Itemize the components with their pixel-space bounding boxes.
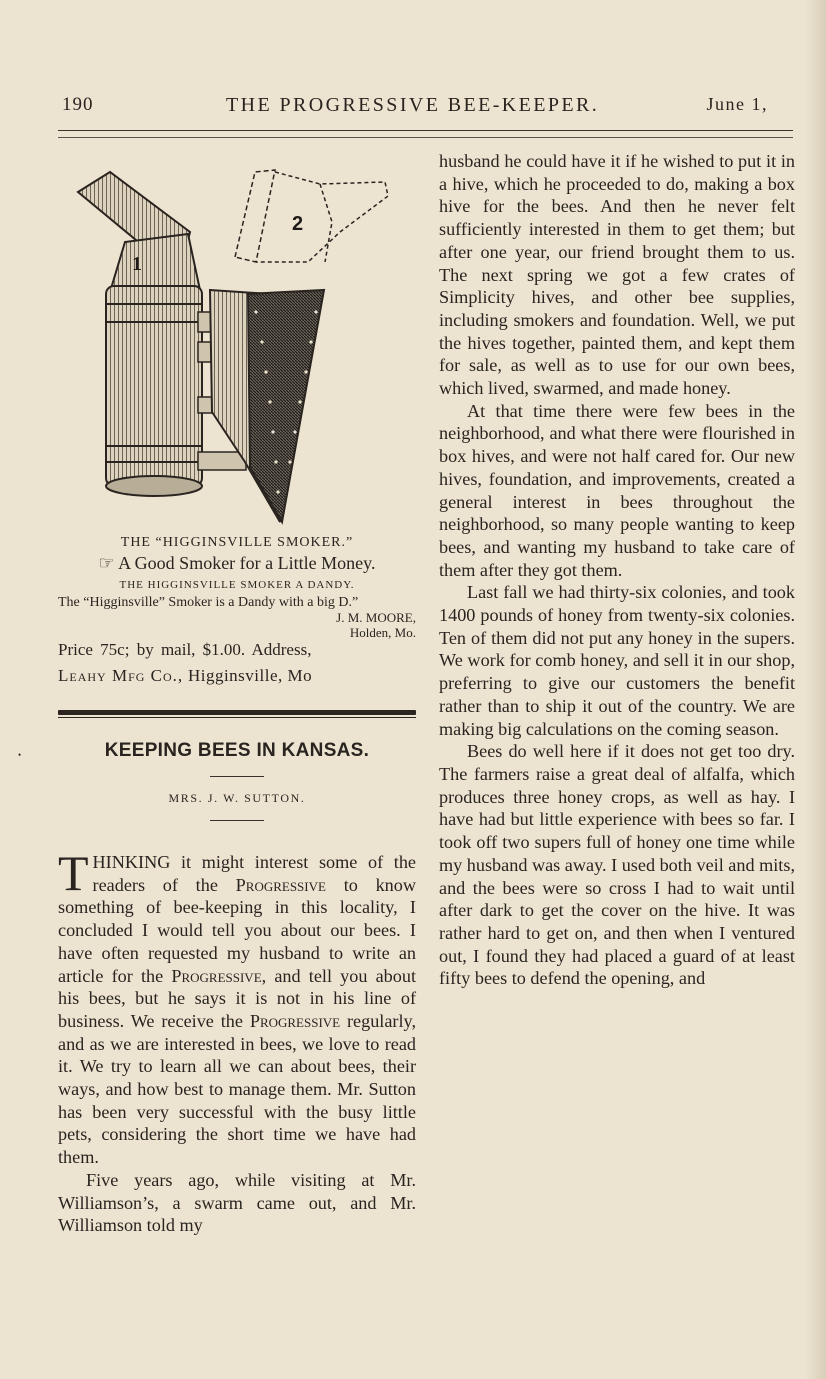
article-body-right — [439, 150, 795, 990]
ad-tagline-text: A Good Smoker for a Little Money. — [118, 553, 376, 573]
journal-name-mention: Progressive — [235, 874, 326, 895]
pointing-hand-icon: ☞ — [98, 553, 115, 573]
figure-label-2: 2 — [292, 213, 304, 235]
section-divider — [58, 710, 416, 715]
journal-name-mention: Progressive — [171, 965, 262, 986]
paragraph-text: to know something of bee-keeping in this locality, I concluded I would tell you about our bees. I have often requested my husband to write an article for the — [58, 874, 417, 986]
article-title: KEEPING BEES IN KANSAS. — [104, 740, 370, 761]
journal-name-mention: Progressive — [249, 1010, 341, 1031]
ad-subhead: THE HIGGINSVILLE SMOKER A DANDY. — [119, 579, 355, 591]
header-rule — [58, 130, 793, 131]
ad-quote-text: The “Higginsville” Smoker is a Dandy with a big D.” — [58, 595, 359, 610]
article-paragraph: Bees do well here if it does not get too dry. The farmers raise a great deal of alfalfa, which produces three honey crops, as well as hay. I have had but little experience with bees so far. I took off two supers full of honey one time while my husband was away. I used both veil and mits, and the bees were so cross I had to wait until after dark to get the cover on the hive. It was rather hard to get on, and then when I ventured out, I found they had placed a guard of at least fifty bees to defend the opening, and — [439, 741, 795, 989]
paragraph-text: Five years ago, while visiting at Mr. Williamson’s, a swarm came out, and Mr. Williamson told my — [58, 1169, 416, 1236]
paragraph-text: , and tell you about his bees, but he says it is not in his line of business. We receive the — [58, 965, 416, 1031]
margin-dot: • — [18, 750, 22, 760]
paragraph-text: HINKING it might interest some of the readers of the — [92, 852, 416, 895]
smoker-illustration — [58, 150, 416, 530]
company-name: Leahy Mfg Co., — [58, 666, 184, 685]
figure-label-1: 1 — [132, 253, 142, 275]
ad-company — [58, 666, 416, 686]
article-paragraph — [58, 1169, 416, 1237]
article-byline: MRS. J. W. SUTTON. — [168, 791, 306, 805]
byline-rule — [210, 820, 264, 821]
article-paragraph: At that time there were few bees in the neighborhood, and what there were flourished in box hives, and were not half cared for. Our new hives, foundation, and improvements, created a general interest in bees throughout the neighborhood, so many people wanting to keep bees, and wanting my husband to take care of them after they got them. — [439, 400, 795, 580]
article-paragraph — [58, 845, 417, 1169]
issue-date: June 1, — [706, 94, 768, 114]
article-paragraph: Last fall we had thirty-six colonies, and took 1400 pounds of honey from twenty-six colonies. Ten of them did not put any honey in the supers. We work for comb honey, and sell it in our shop, preferring to give our customers the benefit rather than to ship it out of the country. We are making big calculations on the coming season. — [439, 582, 795, 739]
company-place: Higginsville, Mo — [187, 666, 313, 685]
bee-smoker-icon — [70, 162, 410, 532]
header-rule-thin — [58, 137, 793, 138]
title-rule — [210, 776, 264, 777]
signature-name: J. M. MOORE, — [336, 610, 416, 625]
ad-quote-signature — [336, 610, 416, 640]
drop-cap: T — [58, 845, 89, 901]
article-paragraph: husband he could have it if he wished to put it in a hive, which he proceeded to do, making a box hive for the bees. And then he never felt sufficiently interested in them to get them; but after one year, our friend brought them to us. The next spring we got a few crates of Simplicity hives, and other bee supplies, including smokers and foundation. Well, we put the hives together, painted them, and kept them for sale, as well as to use for our own bees, which lived, swarmed, and made honey. — [439, 151, 795, 399]
ad-tagline — [58, 553, 416, 574]
article-body-left — [58, 845, 417, 1237]
left-column — [58, 150, 416, 1237]
ad-price: Price 75c; by mail, $1.00. Address, — [58, 640, 312, 659]
page-header — [0, 94, 826, 120]
signature-place: Holden, Mo. — [349, 625, 416, 640]
section-divider-thin — [58, 717, 416, 718]
page-number: 190 — [62, 94, 94, 115]
ad-testimonial — [58, 595, 416, 640]
journal-title: THE PROGRESSIVE BEE-KEEPER. — [226, 94, 600, 116]
ad-caption-title: THE “HIGGINSVILLE SMOKER.” — [120, 535, 354, 550]
paragraph-text: regularly, and as we are interested in bees, we love to read it. We try to learn all we can about bees, their ways, and how best to manage them. Mr. Sutton has been very successful with the busy little pets, considering the short time we have had them. — [58, 1010, 417, 1168]
page-edge-shadow — [804, 0, 826, 1379]
